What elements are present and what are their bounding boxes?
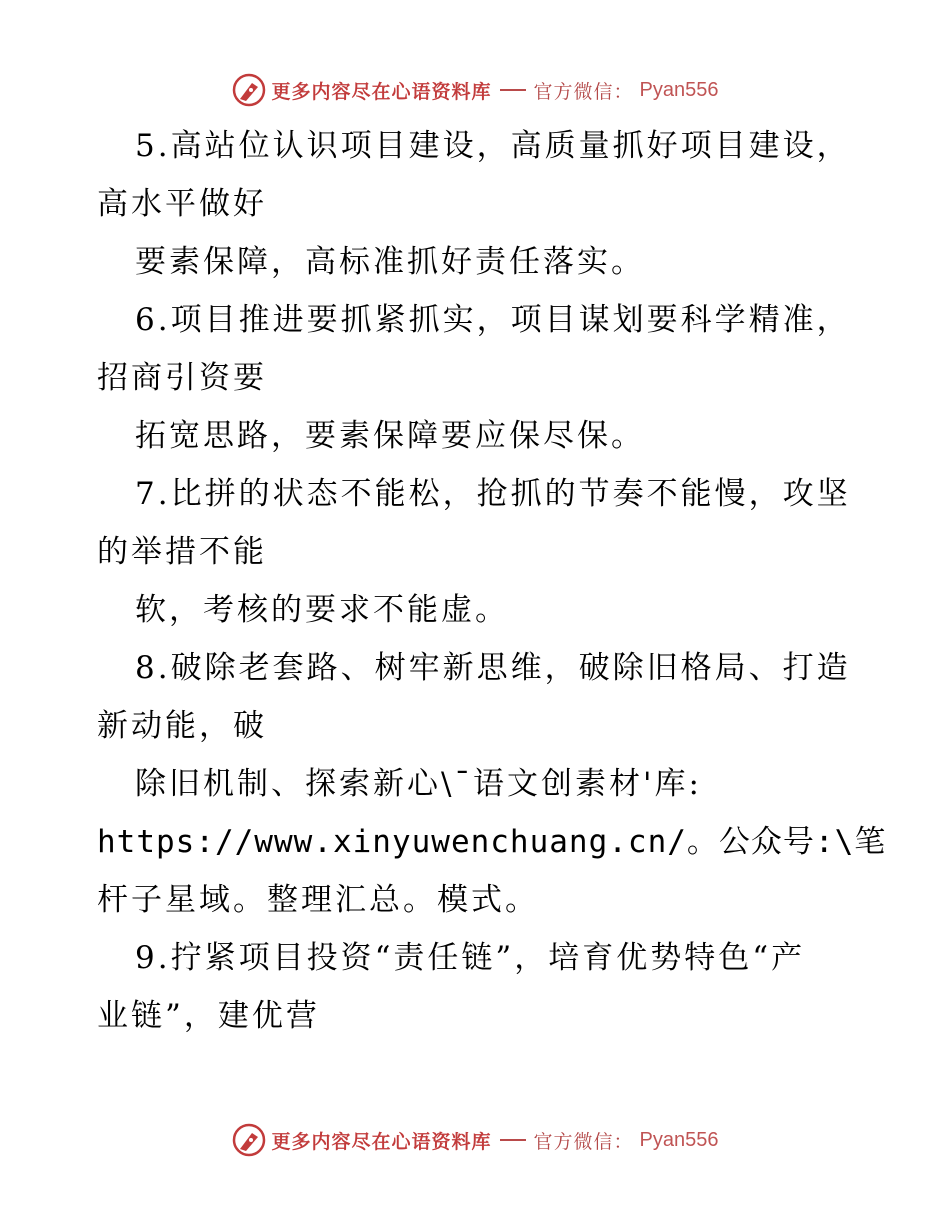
watermark-divider: [500, 89, 526, 91]
watermark-sub: 官方微信：: [533, 1130, 634, 1153]
p6b-line-1: 拓宽思路，要素保障要应保尽保。: [135, 418, 645, 454]
p8b-line-1: 除旧机制、探索新心\¯语文创素材'库:: [135, 766, 702, 802]
p7-line-2: 的举措不能: [97, 534, 267, 570]
watermark-text: 更多内容尽在心语资料库: [271, 80, 492, 103]
p8b-line-3: 杆子星域。整理汇总。模式。: [97, 882, 539, 918]
footer-watermark: [0, 1120, 950, 1160]
watermark-wechat: Pyan556: [639, 1128, 719, 1151]
watermark-sub: 官方微信：: [533, 80, 634, 103]
pen-nib-logo-icon: [232, 1123, 266, 1157]
header-watermark: [0, 70, 950, 110]
p9-line-1: 9.拧紧项目投资“责任链”，培育优势特色“产: [135, 940, 806, 976]
p7-line-1: 7.比拼的状态不能松，抢抓的节奏不能慢，攻坚: [135, 476, 851, 512]
p6-line-2: 招商引资要: [97, 360, 267, 396]
watermark-wechat: Pyan556: [639, 78, 719, 101]
pen-nib-logo-icon: [232, 73, 266, 107]
p5-line-2: 高水平做好: [97, 186, 267, 222]
p8-line-2: 新动能，破: [97, 708, 267, 744]
p5b-line-1: 要素保障，高标准抓好责任落实。: [135, 244, 645, 280]
watermark-text: 更多内容尽在心语资料库: [271, 1130, 492, 1153]
p9-line-2: 业链”，建优营: [97, 998, 320, 1034]
p5-line-1: 5.高站位认识项目建设，高质量抓好项目建设，: [135, 128, 851, 164]
p7b-line-1: 软，考核的要求不能虚。: [135, 592, 509, 628]
p8b-line-url: https://www.xinyuwenchuang.cn/。公众号:\笔: [97, 824, 887, 860]
watermark-divider: [500, 1139, 526, 1141]
document-body: [97, 117, 887, 1045]
p8-line-1: 8.破除老套路、树牢新思维，破除旧格局、打造: [135, 650, 851, 686]
p6-line-1: 6.项目推进要抓紧抓实，项目谋划要科学精准，: [135, 302, 851, 338]
